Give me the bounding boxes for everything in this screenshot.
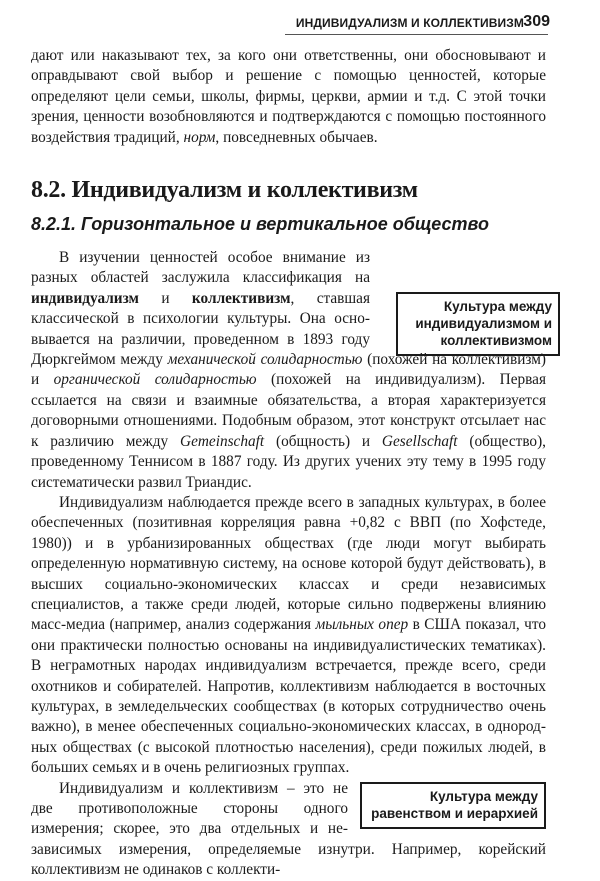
text-run: и [138, 289, 192, 307]
italic-term: Gemeinschaft [180, 432, 265, 450]
chapter-heading: 8.2. Индивидуализм и коллективизм [31, 177, 418, 204]
text-run: Индивидуализм и коллективизм – это не две противоположные стороны одного измерения; скорее, это два отдельных и независимых измерения, определяемые изнутри. Например, корейский коллективизм не одинаков с коллекти- [31, 779, 546, 879]
text-run: , ставшая классической в психологии культуры. Она основывается на различии, проведенном в 1893 году Дюркгеймом между [31, 289, 370, 369]
bold-term: индивидуализм [31, 289, 139, 307]
margin-note-line: коллективизмом [440, 333, 552, 348]
margin-note-line: Культура между [429, 788, 538, 804]
margin-note-line: Культура между [443, 299, 552, 314]
text-run: (общество), проведенному Теннисом в 1887 году. Из других учених эту тему в 1995 году систематически развил Триандис. [31, 432, 546, 491]
margin-note-equality-hierarchy [360, 782, 546, 829]
text-run: дают или наказывают тех, за кого они ответственны, они обосновывают и оправдывают свой выбор и решение с помощью ценностей, которые определяют цели семьи, школы, фирмы, церкви, армии и т.д. С этой точки зрения, ценности возобновляются и подтверждаются с помощью постоянного воздействия традиций, [31, 47, 546, 146]
text-run: (похожей на коллективизм) и [31, 351, 546, 389]
margin-note-line: равенством и иерархией [371, 805, 538, 821]
italic-term: органической солидарностью [53, 371, 257, 389]
text-run: в США показал, что они практически полностью основаны на индивидуалистических тематиках). В неграмотных народах индивидуализм встречается, прежде всего, среди охотников и собирателей. Напротив, коллективизм наблюдается в восточных культурах, в земледельческих сообществах (в которых сотрудничество очень важно), в менее обеспеченных социально-экономических классах, в однородных обществах (с высокой плотностью населения), среди пожилых людей, в больших семьях и в очень религиозных группах. [31, 616, 546, 777]
page-body [31, 46, 546, 881]
italic-term: мыльных опер [315, 616, 409, 634]
intro-paragraph [31, 46, 546, 148]
running-title: ИНДИВИДУАЛИЗМ И КОЛЛЕКТИВИЗМ [295, 16, 524, 30]
italic-term: механической солидарностью [167, 351, 363, 369]
margin-note-line: индивидуализмом и [415, 316, 552, 331]
page-number: 309 [523, 13, 550, 30]
text-run: (общность) и [264, 432, 382, 450]
paragraph-1 [31, 248, 546, 493]
text-run: , повседневных обычаев. [215, 128, 378, 146]
bold-term: коллективизм [191, 289, 291, 307]
text-run: (похожей на индивидуализм). Первая ссылается на связи и взаимные обязательства, а вторая характеризуется договорными отношениями. Подобным образом, этот конструкт отсылает нас к различию между [31, 371, 547, 450]
text-run: Индивидуализм наблюдается прежде всего в западных культурах, в более обеспеченных (позитивная корреляция равна +0,82 с ВВП (по Хофстеде, 1980)) и в урбанизированных обществах (где люди могут выбирать определенную нормативную систему, на основе которой будут действовать), в высших социально-экономических классах и среди независимых специалистов, а также среди людей, которые сильно подвержены влиянию масс-медиа (например, анализ содержания [31, 493, 546, 634]
running-header [0, 0, 600, 40]
italic-term: Gesellschaft [381, 432, 458, 450]
section-heading: 8.2.1. Горизонтальное и вертикальное общество [31, 214, 489, 235]
text-run: В изучении ценностей особое внимание из разных областей заслужила классификация на [31, 249, 370, 287]
emphasis: норм [183, 128, 216, 146]
paragraph-2 [31, 493, 546, 779]
margin-note-individualism-collectivism [396, 292, 560, 356]
header-rule [285, 34, 548, 35]
